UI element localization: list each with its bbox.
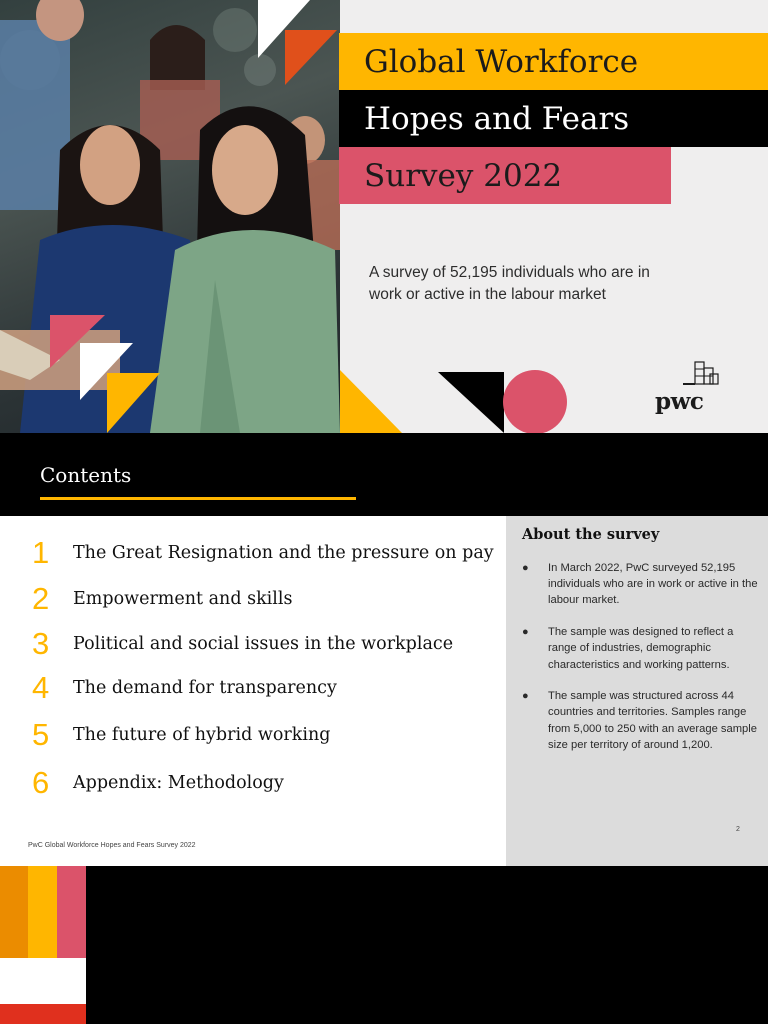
title-line-1: Global Workforce [339,33,768,90]
cover-section [0,0,768,433]
about-point-text: In March 2022, PwC surveyed 52,195 individuals who are in work or active in the labour market. [548,562,758,607]
contents-underline [40,497,356,500]
title-line-2: Hopes and Fears [339,90,768,147]
cover-subtitle: A survey of 52,195 individuals who are in work or active in the labour market [369,264,650,303]
brand-color-stripes [0,866,86,1024]
toc-number: 2 [32,581,50,616]
toc-label: The Great Resignation and the pressure on pay [73,543,494,563]
about-heading: About the survey [522,526,660,543]
about-point-text: The sample was structured across 44 countries and territories. Samples range from 5,000 to 250 with an average sample size per territory of around 1,200. [548,690,757,751]
toc-label: Appendix: Methodology [73,773,284,793]
toc-number: 1 [32,535,50,570]
toc-number: 6 [32,765,50,800]
about-point-text: The sample was designed to reflect a range of industries, demographic characteristics and working patterns. [548,626,734,671]
list-item [522,624,760,673]
toc-label: Political and social issues in the workplace [73,634,454,654]
bullet-icon: ● [522,626,529,639]
page-number: 2 [736,826,740,833]
list-item [522,560,760,609]
bullet-icon: ● [522,690,529,703]
about-survey-panel [506,516,768,866]
list-item [522,688,760,753]
about-points-list [522,560,760,769]
contents-heading: Contents [40,463,132,487]
toc-label: The future of hybrid working [73,725,331,745]
cover-photo [0,0,340,433]
pwc-logo [652,360,722,416]
toc-label: Empowerment and skills [73,589,293,609]
toc-label: The demand for transparency [73,678,337,698]
bullet-icon: ● [522,562,529,574]
building-logo-icon [652,360,722,390]
table-of-contents [0,516,506,866]
toc-number: 4 [32,670,50,705]
pwc-logo-text: pwc [655,388,704,415]
photo-decor-triangles [0,0,340,433]
footer-note: PwC Global Workforce Hopes and Fears Survey 2022 [28,842,196,849]
toc-number: 5 [32,717,50,752]
title-line-3: Survey 2022 [339,147,671,204]
toc-number: 3 [32,626,50,661]
